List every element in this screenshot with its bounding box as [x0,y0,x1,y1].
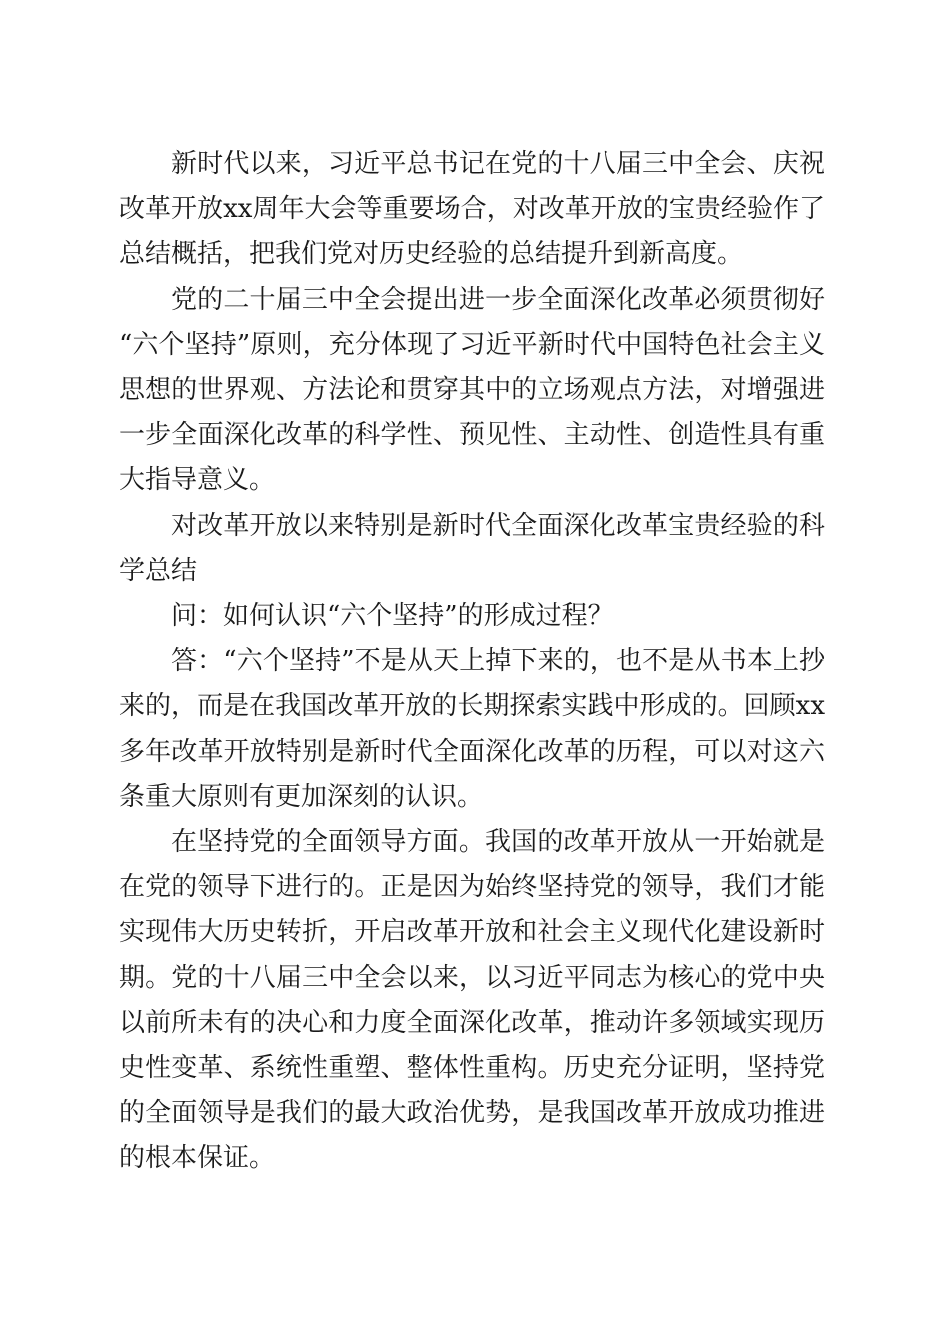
paragraph-six-principles: 党的二十届三中全会提出进一步全面深化改革必须贯彻好“六个坚持”原则，充分体现了习近平新时代中国特色社会主义思想的世界观、方法论和贯穿其中的立场观点方法，对增强进一步全面深化改革的科学性、预见性、主动性、创造性具有重大指导意义。 [119,284,825,496]
document-body [119,142,825,1182]
question: 问：如何认识“六个坚持”的形成过程？ [171,601,614,632]
paragraph-intro: 新时代以来，习近平总书记在党的十八届三中全会、庆祝改革开放xx周年大会等重要场合，对改革开放的宝贵经验作了总结概括，把我们党对历史经验的总结提升到新高度。 [119,149,825,270]
answer: 答：“六个坚持”不是从天上掉下来的，也不是从书本上抄来的，而是在我国改革开放的长期探索实践中形成的。回顾xx多年改革开放特别是新时代全面深化改革的历程，可以对这六条重大原则有更加深刻的认识。 [119,646,825,812]
paragraph-party-leadership: 在坚持党的全面领导方面。我国的改革开放从一开始就是在党的领导下进行的。正是因为始终坚持党的领导，我们才能实现伟大历史转折，开启改革开放和社会主义现代化建设新时期。党的十八届三中全会以来，以习近平同志为核心的党中央以前所未有的决心和力度全面深化改革，推动许多领域实现历史性变革、系统性重塑、整体性重构。历史充分证明，坚持党的全面领导是我们的最大政治优势，是我国改革开放成功推进的根本保证。 [119,827,825,1174]
section-heading: 对改革开放以来特别是新时代全面深化改革宝贵经验的科学总结 [119,510,825,586]
